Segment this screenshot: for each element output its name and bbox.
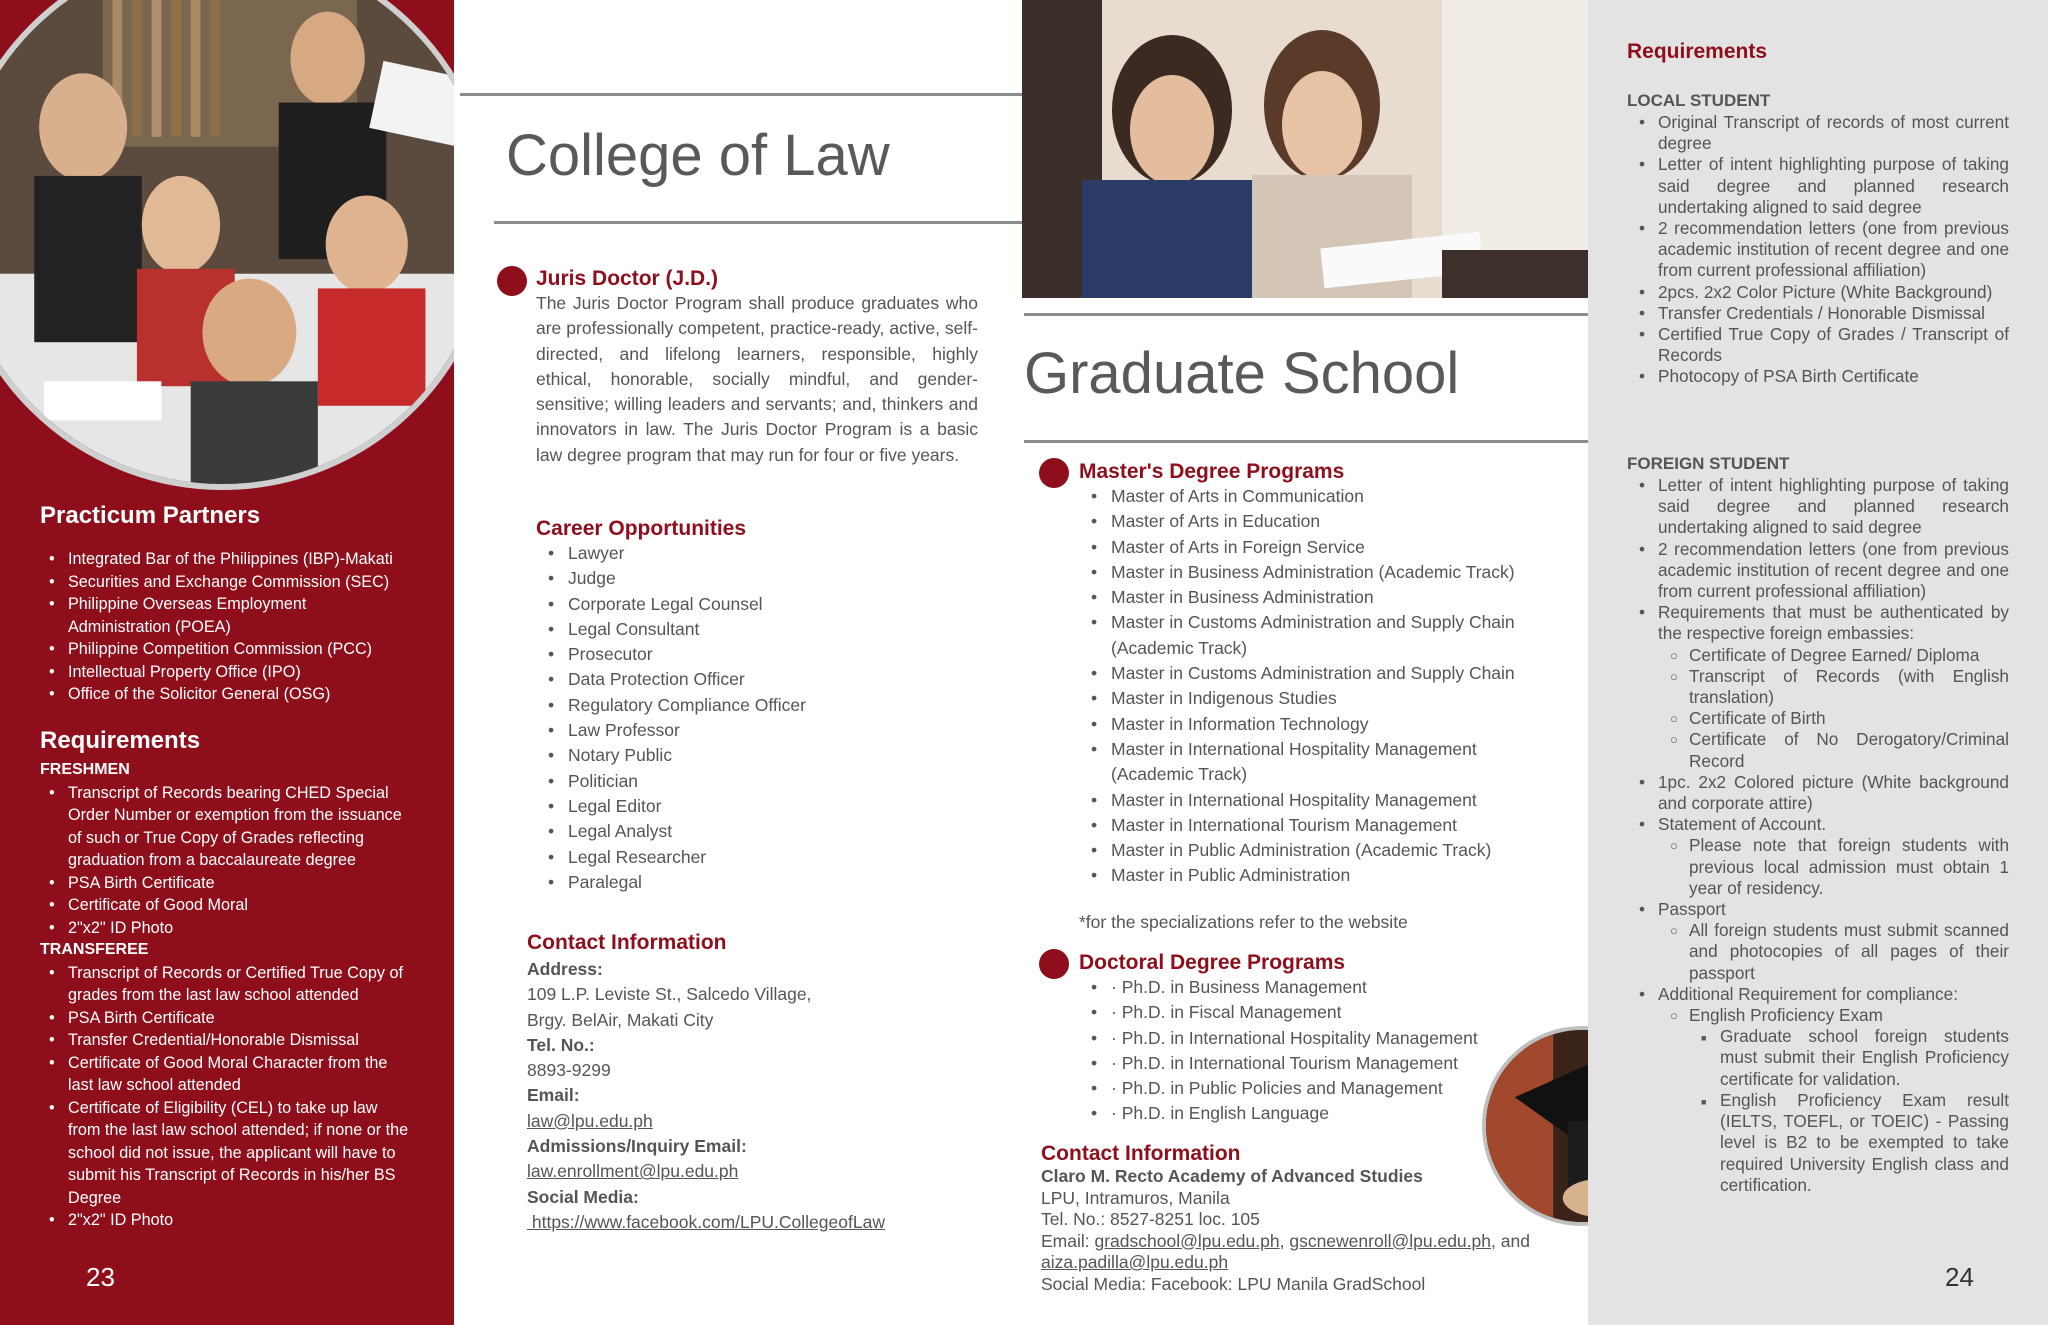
local-student-label: LOCAL STUDENT xyxy=(1627,91,1771,110)
list-item: • 2pcs. 2x2 Color Picture (White Background) xyxy=(1627,282,2009,303)
law-students-photo xyxy=(0,0,495,490)
email-link[interactable]: aiza.padilla@lpu.edu.ph xyxy=(1041,1252,1229,1272)
jd-description: The Juris Doctor Program shall produce graduates who are professionally competent, practice-ready, active, self-directed, and lifelong learners, responsible, highly ethical, honorable, socially mindful, and gender-sensitive; willing leaders and servants; and, thinkers and innovators in law. The Juris Doctor Program is a basic law degree program that may run for four or five years. xyxy=(536,293,978,465)
contact-social: Social Media: Facebook: LPU Manila GradSchool xyxy=(1041,1273,1426,1294)
page-title: Graduate School xyxy=(1024,341,1460,406)
contact-org: Claro M. Recto Academy of Advanced Studies xyxy=(1041,1166,1423,1186)
address-label: Address: xyxy=(527,959,603,979)
list-item: • Master in Business Administration xyxy=(1079,585,1559,610)
email-separator: , and xyxy=(1491,1230,1530,1251)
contact-tel: Tel. No.: 8527-8251 loc. 105 xyxy=(1041,1209,1260,1229)
list-item: • Politician xyxy=(536,769,976,794)
divider xyxy=(460,93,1022,96)
list-item: • 2 recommendation letters (one from previous academic institution of recent degree and one from current professional affiliation) xyxy=(1627,218,2009,282)
sub-list-item: ○ Certificate of No Derogatory/Criminal Record xyxy=(1658,729,2009,771)
list-item: • Securities and Exchange Commission (SEC) xyxy=(40,571,410,594)
list-item: • Master in International Hospitality Management (Academic Track) xyxy=(1079,737,1559,788)
sub-list-item: ○ Please note that foreign students with previous local admission must obtain 1 year of residency. xyxy=(1658,835,2009,899)
list-item: • Master in Public Administration (Academic Track) xyxy=(1079,838,1559,863)
doctoral-list xyxy=(1079,975,1499,1127)
page-number-left: 23 xyxy=(86,1262,115,1292)
list-item xyxy=(1627,899,2009,984)
list-item: • · Ph.D. in Business Management xyxy=(1079,975,1499,1000)
list-item: • Certificate of Good Moral xyxy=(40,894,410,917)
transferee-label: TRANSFEREE xyxy=(40,941,149,958)
list-item: • Master in Business Administration (Academic Track) xyxy=(1079,560,1559,585)
list-item: • Transfer Credentials / Honorable Dismissal xyxy=(1627,303,2009,324)
law-contact-info xyxy=(527,957,1007,1235)
list-item: • Letter of intent highlighting purpose of taking said degree and planned research undertaking aligned to said degree xyxy=(1627,475,2009,539)
email-separator: , xyxy=(1279,1230,1290,1251)
list-item xyxy=(1627,984,2009,1196)
list-item: • Original Transcript of records of most current degree xyxy=(1627,112,2009,154)
tel-value: 8893-9299 xyxy=(527,1060,611,1081)
sub-list-item: ○ Certificate of Degree Earned/ Diploma xyxy=(1658,645,2009,666)
doctoral-heading: Doctoral Degree Programs xyxy=(1079,951,1346,974)
requirements-page xyxy=(1588,0,2048,1325)
list-item: • Certified True Copy of Grades / Transcript of Records xyxy=(1627,324,2009,366)
practicum-list xyxy=(40,548,410,706)
facebook-link[interactable]: https://www.facebook.com/LPU.CollegeofLaw xyxy=(527,1211,885,1232)
list-item: • Regulatory Compliance Officer xyxy=(536,693,976,718)
list-item: • Judge xyxy=(536,566,976,591)
list-item: • Master in Indigenous Studies xyxy=(1079,686,1559,711)
list-item: • Paralegal xyxy=(536,870,976,895)
list-item: • Master in Customs Administration and Supply Chain xyxy=(1079,661,1559,686)
list-item: • Legal Analyst xyxy=(536,819,976,844)
list-item: • Master of Arts in Education xyxy=(1079,509,1559,534)
foreign-student-label: FOREIGN STUDENT xyxy=(1627,454,1790,473)
masters-heading: Master's Degree Programs xyxy=(1079,460,1345,483)
list-item: • 2"x2" ID Photo xyxy=(40,917,410,940)
college-of-law-page xyxy=(454,0,1022,1325)
list-item: • · Ph.D. in International Tourism Management xyxy=(1079,1051,1499,1076)
list-item: • 2"x2" ID Photo xyxy=(40,1209,410,1232)
bullet-dot-icon xyxy=(1039,949,1069,979)
list-item: • Law Professor xyxy=(536,718,976,743)
list-item xyxy=(1627,602,2009,772)
specializations-note: *for the specializations refer to the website xyxy=(1079,912,1408,932)
address-line: Brgy. BelAir, Makati City xyxy=(527,1009,714,1030)
list-item: • Master in International Hospitality Management xyxy=(1079,788,1559,813)
sub-sub-list-item: ■ English Proficiency Exam result (IELTS, TOEFL, or TOEIC) - Passing level is B2 to be exempted to take required University English class and certification. xyxy=(1689,1090,2009,1196)
divider xyxy=(1024,440,1588,443)
list-item: • Corporate Legal Counsel xyxy=(536,592,976,617)
list-item: • Philippine Overseas Employment Administration (POEA) xyxy=(40,593,410,638)
list-item: • Legal Researcher xyxy=(536,845,976,870)
list-item: • PSA Birth Certificate xyxy=(40,1007,410,1030)
list-item: • Notary Public xyxy=(536,743,976,768)
sub-list-item: ○ All foreign students must submit scanned and photocopies of all pages of their passport xyxy=(1658,920,2009,984)
list-item: • Transfer Credential/Honorable Dismissal xyxy=(40,1029,410,1052)
admissions-email-link[interactable]: law.enrollment@lpu.edu.ph xyxy=(527,1161,739,1182)
local-requirements-list xyxy=(1627,112,2009,388)
list-item: • Legal Consultant xyxy=(536,617,976,642)
list-item: • Photocopy of PSA Birth Certificate xyxy=(1627,366,2009,387)
sub-list-item-text: English Proficiency Exam xyxy=(1689,1005,1883,1026)
list-item-text: Requirements that must be authenticated by the respective foreign embassies: xyxy=(1658,602,2009,644)
list-item xyxy=(1627,814,2009,899)
sub-list-item: ○ Transcript of Records (with English translation) xyxy=(1658,666,2009,708)
address-line: 109 L.P. Leviste St., Salcedo Village, xyxy=(527,984,812,1005)
email-link[interactable]: law@lpu.edu.ph xyxy=(527,1110,653,1131)
list-item: • Lawyer xyxy=(536,541,976,566)
contact-emails xyxy=(1041,1231,1581,1253)
social-label: Social Media: xyxy=(527,1186,639,1207)
list-item: • Data Protection Officer xyxy=(536,667,976,692)
email-prefix: Email: xyxy=(1041,1230,1095,1251)
list-item: • · Ph.D. in English Language xyxy=(1079,1101,1499,1126)
email-link[interactable]: gscnewenroll@lpu.edu.ph xyxy=(1289,1230,1491,1251)
divider xyxy=(1024,313,1588,316)
list-item: • Master of Arts in Foreign Service xyxy=(1079,535,1559,560)
list-item: • Transcript of Records bearing CHED Special Order Number or exemption from the issuance of such or True Copy of Grades reflecting graduation from a baccalaureate degree xyxy=(40,782,410,872)
bullet-dot-icon xyxy=(1039,458,1069,488)
list-item: • · Ph.D. in Public Policies and Management xyxy=(1079,1076,1499,1101)
requirements-heading: Requirements xyxy=(1627,40,1768,63)
list-item: • Transcript of Records or Certified True Copy of grades from the last law school attended xyxy=(40,962,410,1007)
list-item: • PSA Birth Certificate xyxy=(40,872,410,895)
list-item: • Integrated Bar of the Philippines (IBP)-Makati xyxy=(40,548,410,571)
page-title: College of Law xyxy=(506,123,890,188)
list-item: • 1pc. 2x2 Colored picture (White background and corporate attire) xyxy=(1627,772,2009,814)
list-item: • Master in Customs Administration and Supply Chain (Academic Track) xyxy=(1079,610,1559,661)
list-item-text: Statement of Account. xyxy=(1658,814,1827,835)
tel-label: Tel. No.: xyxy=(527,1034,595,1055)
list-item: • Prosecutor xyxy=(536,642,976,667)
career-list xyxy=(536,541,976,895)
list-item: • Letter of intent highlighting purpose of taking said degree and planned research undertaking aligned to said degree xyxy=(1627,154,2009,218)
list-item: • Philippine Competition Commission (PCC) xyxy=(40,638,410,661)
jd-heading: Juris Doctor (J.D.) xyxy=(536,267,719,290)
list-item: • Master of Arts in Communication xyxy=(1079,484,1559,509)
list-item: • 2 recommendation letters (one from previous academic institution of recent degree and one from current professional affiliation) xyxy=(1627,539,2009,603)
masters-list xyxy=(1079,484,1559,889)
list-item: • · Ph.D. in International Hospitality Management xyxy=(1079,1026,1499,1051)
career-heading: Career Opportunities xyxy=(536,517,747,540)
list-item: • Office of the Solicitor General (OSG) xyxy=(40,683,410,706)
list-item: • Master in Information Technology xyxy=(1079,712,1559,737)
list-item: • Master in Public Administration xyxy=(1079,863,1559,888)
bullet-dot-icon xyxy=(497,266,527,296)
email-label: Email: xyxy=(527,1085,580,1106)
list-item: • Legal Editor xyxy=(536,794,976,819)
list-item-text: Additional Requirement for compliance: xyxy=(1658,983,1958,1004)
practicum-heading: Practicum Partners xyxy=(40,502,261,529)
grad-contact-info xyxy=(1041,1166,1581,1295)
page-number-right: 24 xyxy=(1945,1262,1974,1292)
sub-list-item xyxy=(1658,1005,2009,1196)
email-link[interactable]: gradschool@lpu.edu.ph xyxy=(1094,1230,1280,1251)
list-item: • Certificate of Good Moral Character from the last law school attended xyxy=(40,1052,410,1097)
left-panel xyxy=(0,0,454,1325)
freshmen-label: FRESHMEN xyxy=(40,761,130,778)
list-item: • Certificate of Eligibility (CEL) to take up law from the last law school attended; if none or the school did not issue, the applicant will have to submit his Transcript of Records in his/her BS Degree xyxy=(40,1097,410,1210)
foreign-requirements-list xyxy=(1627,475,2009,1196)
sub-list-item: ○ Certificate of Birth xyxy=(1658,708,2009,729)
list-item: • Intellectual Property Office (IPO) xyxy=(40,661,410,684)
requirements-heading: Requirements xyxy=(40,727,201,754)
graduate-students-photo xyxy=(1022,0,1588,298)
requirements-list xyxy=(40,759,410,1232)
contact-heading: Contact Information xyxy=(527,931,727,954)
contact-heading: Contact Information xyxy=(1041,1142,1241,1165)
divider xyxy=(494,221,1022,224)
contact-location: LPU, Intramuros, Manila xyxy=(1041,1187,1230,1208)
list-item-text: Passport xyxy=(1658,899,1726,920)
list-item: • · Ph.D. in Fiscal Management xyxy=(1079,1000,1499,1025)
sub-sub-list-item: ■ Graduate school foreign students must submit their English Proficiency certificate for validation. xyxy=(1689,1026,2009,1090)
list-item: • Master in International Tourism Management xyxy=(1079,813,1559,838)
admissions-label: Admissions/Inquiry Email: xyxy=(527,1136,747,1157)
